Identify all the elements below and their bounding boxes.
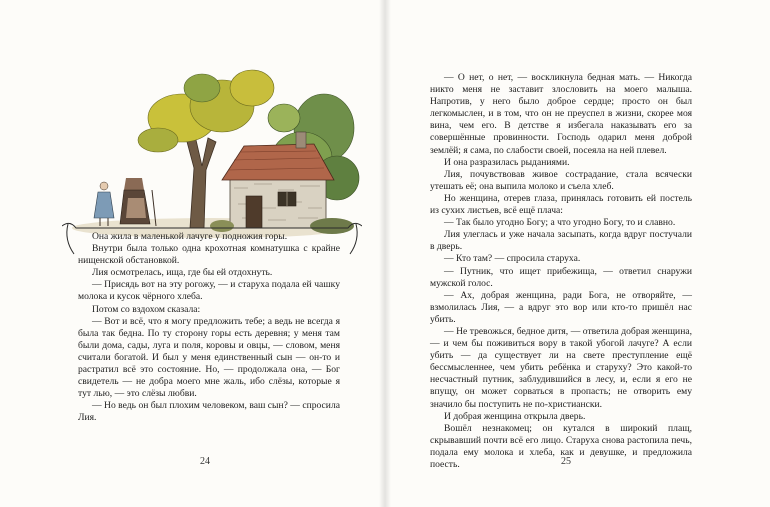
paragraph: Внутри была только одна крохотная комнатушка с крайне нищенской обстановкой. (78, 243, 340, 267)
old-woman-figure (120, 178, 156, 226)
paragraph: Потом со вздохом сказала: (92, 303, 201, 315)
paragraph: — Ах, добрая женщина, ради Бога, не отворяйте, — взмолилась Лия, — а вдруг это вор или кто-то пришёл нас убить. (430, 289, 692, 325)
paragraph: — Вот и всё, что я могу предложить тебе; а ведь не всегда я была так бедна. По ту сторону горы есть деревня; у меня там были дома, сады, луга и поля, коровы и овцы, — словом, меня считали богатой. И был у меня единственный сын — он-то и растратил всё это состояние. Но, — продолжала она, — Бог свидетель — не добра моего мне жаль, ибо слёзы, которые я тут лью, — это слёзы любви. (78, 315, 340, 400)
paragraph: Она жила в маленькой лачуге у подножия горы. (92, 231, 288, 242)
paragraph: — Кто там? — спросила старуха. (444, 253, 581, 265)
paragraph: Лия улеглась и уже начала засыпать, когда вдруг постучали в дверь. (430, 229, 692, 253)
paragraph: И добрая женщина открыла дверь. (444, 410, 586, 422)
girl-figure (94, 182, 114, 226)
book-gutter (379, 0, 391, 507)
paragraph: — Присядь вот на эту рогожу, — и старуха подала ей чашку молока и кусок чёрного хлеба. (78, 279, 340, 303)
paragraph: — О нет, о нет, — воскликнула бедная мать. — Никогда никто меня не заставит злословить на моего малыша. Напротив, у него было доброе сердце; просто он был легкомыслен, и в том, что он не преуспел в жизни, скорее моя вина, чем его. В детстве я избегала наказывать его за совершённые провинности. Господь одарил меня доброй землёй; я сама, по слабости своей, посеяла на ней плевел. (430, 72, 692, 156)
paragraph: — Так было угодно Богу; а что угодно Богу, то и славно. (444, 217, 676, 229)
cottage-illustration (62, 58, 362, 256)
paragraph: И она разразилась рыданиями. (444, 156, 570, 168)
left-page-text (78, 231, 340, 425)
paragraph: Но женщина, отерев глаза, принялась готовить ей постель из сухих листьев, всё ещё плача: (430, 192, 692, 217)
paragraph: Вошёл незнакомец; он кутался в широкий плащ, скрывавший почти всё его лицо. Старуха снова растопила печь, подала ему молока и хлеба, как и девушке, и предложила поесть. (430, 422, 692, 470)
page-number-right: 25 (561, 456, 571, 467)
paragraph: Лия, почувствовав живое сострадание, стала всячески утешать её; она выпила молоко и съела хлеб. (430, 168, 692, 192)
page-number-left: 24 (200, 456, 210, 467)
paragraph: — Но ведь он был плохим человеком, ваш сын? — спросила Лия. (78, 400, 340, 424)
right-page-text (430, 72, 692, 471)
paragraph: — Путник, что ищет прибежища, — ответил снаружи мужской голос. (430, 265, 692, 289)
paragraph: Лия осмотрелась, ища, где бы ей отдохнуть. (92, 267, 273, 279)
paragraph: — Не тревожься, бедное дитя, — ответила добрая женщина, — и чем бы поживиться вору в такой убогой лачуге? А если убить — да существует ли на свете преступление ещё бессмысленнее, чем убить ребёнка и старуху? Это какой-то несчастный путник, заблудившийся в лесу, и, если я его не впущу, он может сорваться в пропасть; не отворить ему значило бы поступить не по-христиански. (430, 325, 692, 410)
